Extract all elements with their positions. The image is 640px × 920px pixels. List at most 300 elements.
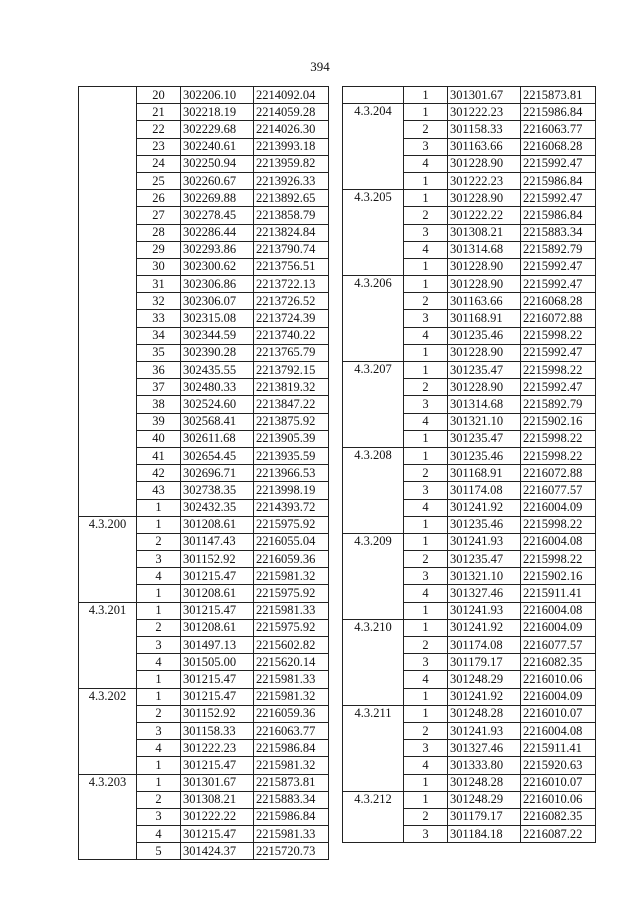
point-number-cell: 4 xyxy=(404,413,448,430)
point-number-cell: 20 xyxy=(137,87,181,104)
section-number-cell: 4.3.210 xyxy=(343,619,404,705)
y-coordinate-cell: 2216059.36 xyxy=(254,551,329,568)
point-number-cell: 3 xyxy=(404,654,448,671)
point-number-cell: 34 xyxy=(137,327,181,344)
y-coordinate-cell: 2213765.79 xyxy=(254,344,329,361)
table-row xyxy=(79,774,329,791)
y-coordinate-cell: 2213847.22 xyxy=(254,396,329,413)
y-coordinate-cell: 2215986.84 xyxy=(254,808,329,825)
point-number-cell: 30 xyxy=(137,258,181,275)
x-coordinate-cell: 302240.61 xyxy=(181,138,254,155)
y-coordinate-cell: 2213824.84 xyxy=(254,224,329,241)
y-coordinate-cell: 2213959.82 xyxy=(254,155,329,172)
y-coordinate-cell: 2216004.09 xyxy=(521,688,596,705)
point-number-cell: 32 xyxy=(137,293,181,310)
y-coordinate-cell: 2213993.18 xyxy=(254,138,329,155)
y-coordinate-cell: 2213819.32 xyxy=(254,379,329,396)
y-coordinate-cell: 2216004.08 xyxy=(521,602,596,619)
point-number-cell: 4 xyxy=(137,654,181,671)
point-number-cell: 3 xyxy=(404,224,448,241)
x-coordinate-cell: 301241.93 xyxy=(448,722,521,739)
y-coordinate-cell: 2215992.47 xyxy=(521,258,596,275)
x-coordinate-cell: 302390.28 xyxy=(181,344,254,361)
x-coordinate-cell: 302206.10 xyxy=(181,87,254,104)
point-number-cell: 1 xyxy=(404,516,448,533)
section-number-cell: 4.3.212 xyxy=(343,791,404,843)
point-number-cell: 3 xyxy=(404,568,448,585)
y-coordinate-cell: 2216063.77 xyxy=(254,722,329,739)
y-coordinate-cell: 2215873.81 xyxy=(254,774,329,791)
x-coordinate-cell: 301222.22 xyxy=(448,207,521,224)
x-coordinate-cell: 302480.33 xyxy=(181,379,254,396)
y-coordinate-cell: 2216087.22 xyxy=(521,826,596,843)
y-coordinate-cell: 2216004.09 xyxy=(521,499,596,516)
x-coordinate-cell: 302315.08 xyxy=(181,310,254,327)
x-coordinate-cell: 301308.21 xyxy=(448,224,521,241)
x-coordinate-cell: 301308.21 xyxy=(181,791,254,808)
section-number-cell xyxy=(343,87,404,104)
x-coordinate-cell: 301327.46 xyxy=(448,740,521,757)
table-row xyxy=(79,688,329,705)
y-coordinate-cell: 2216010.06 xyxy=(521,671,596,688)
y-coordinate-cell: 2216010.07 xyxy=(521,774,596,791)
x-coordinate-cell: 301222.22 xyxy=(181,808,254,825)
x-coordinate-cell: 301215.47 xyxy=(181,826,254,843)
table-row xyxy=(343,619,596,636)
point-number-cell: 2 xyxy=(137,619,181,636)
x-coordinate-cell: 301301.67 xyxy=(448,87,521,104)
y-coordinate-cell: 2215981.32 xyxy=(254,568,329,585)
x-coordinate-cell: 302611.68 xyxy=(181,430,254,447)
table-row xyxy=(343,362,596,379)
x-coordinate-cell: 301228.90 xyxy=(448,276,521,293)
point-number-cell: 1 xyxy=(404,447,448,464)
point-number-cell: 1 xyxy=(404,190,448,207)
x-coordinate-cell: 302278.45 xyxy=(181,207,254,224)
point-number-cell: 4 xyxy=(404,671,448,688)
point-number-cell: 1 xyxy=(404,705,448,722)
x-coordinate-cell: 302738.35 xyxy=(181,482,254,499)
y-coordinate-cell: 2213875.92 xyxy=(254,413,329,430)
x-coordinate-cell: 301228.90 xyxy=(448,344,521,361)
y-coordinate-cell: 2216004.09 xyxy=(521,619,596,636)
point-number-cell: 36 xyxy=(137,362,181,379)
y-coordinate-cell: 2216077.57 xyxy=(521,482,596,499)
point-number-cell: 1 xyxy=(404,87,448,104)
y-coordinate-cell: 2213998.19 xyxy=(254,482,329,499)
y-coordinate-cell: 2215986.84 xyxy=(521,172,596,189)
point-number-cell: 1 xyxy=(404,362,448,379)
y-coordinate-cell: 2215992.47 xyxy=(521,276,596,293)
x-coordinate-cell: 301174.08 xyxy=(448,482,521,499)
x-coordinate-cell: 301241.93 xyxy=(448,533,521,550)
x-coordinate-cell: 301248.28 xyxy=(448,705,521,722)
table-row xyxy=(79,602,329,619)
y-coordinate-cell: 2215902.16 xyxy=(521,568,596,585)
point-number-cell: 26 xyxy=(137,190,181,207)
y-coordinate-cell: 2215911.41 xyxy=(521,740,596,757)
x-coordinate-cell: 301241.92 xyxy=(448,688,521,705)
y-coordinate-cell: 2216059.36 xyxy=(254,705,329,722)
point-number-cell: 4 xyxy=(404,757,448,774)
y-coordinate-cell: 2215911.41 xyxy=(521,585,596,602)
point-number-cell: 1 xyxy=(404,619,448,636)
table-row xyxy=(343,705,596,722)
x-coordinate-cell: 301222.23 xyxy=(448,104,521,121)
y-coordinate-cell: 2213740.22 xyxy=(254,327,329,344)
y-coordinate-cell: 2215981.32 xyxy=(254,757,329,774)
y-coordinate-cell: 2213722.13 xyxy=(254,276,329,293)
y-coordinate-cell: 2215720.73 xyxy=(254,843,329,860)
x-coordinate-cell: 301179.17 xyxy=(448,654,521,671)
point-number-cell: 3 xyxy=(137,808,181,825)
point-number-cell: 1 xyxy=(137,602,181,619)
y-coordinate-cell: 2215920.63 xyxy=(521,757,596,774)
x-coordinate-cell: 301248.29 xyxy=(448,671,521,688)
y-coordinate-cell: 2215981.33 xyxy=(254,826,329,843)
x-coordinate-cell: 301314.68 xyxy=(448,396,521,413)
y-coordinate-cell: 2216063.77 xyxy=(521,121,596,138)
y-coordinate-cell: 2215892.79 xyxy=(521,241,596,258)
x-coordinate-cell: 301222.23 xyxy=(448,172,521,189)
point-number-cell: 41 xyxy=(137,447,181,464)
point-number-cell: 1 xyxy=(404,602,448,619)
y-coordinate-cell: 2215975.92 xyxy=(254,619,329,636)
x-coordinate-cell: 301235.46 xyxy=(448,327,521,344)
x-coordinate-cell: 301208.61 xyxy=(181,619,254,636)
point-number-cell: 1 xyxy=(404,276,448,293)
point-number-cell: 4 xyxy=(137,826,181,843)
point-number-cell: 3 xyxy=(404,826,448,843)
x-coordinate-cell: 301235.47 xyxy=(448,362,521,379)
y-coordinate-cell: 2215602.82 xyxy=(254,637,329,654)
x-coordinate-cell: 301333.80 xyxy=(448,757,521,774)
point-number-cell: 3 xyxy=(137,637,181,654)
x-coordinate-cell: 301208.61 xyxy=(181,516,254,533)
x-coordinate-cell: 301241.92 xyxy=(448,499,521,516)
y-coordinate-cell: 2215620.14 xyxy=(254,654,329,671)
x-coordinate-cell: 301215.47 xyxy=(181,757,254,774)
y-coordinate-cell: 2216004.08 xyxy=(521,722,596,739)
x-coordinate-cell: 301179.17 xyxy=(448,808,521,825)
section-number-cell xyxy=(79,87,137,517)
x-coordinate-cell: 301505.00 xyxy=(181,654,254,671)
y-coordinate-cell: 2216072.88 xyxy=(521,310,596,327)
y-coordinate-cell: 2215998.22 xyxy=(521,516,596,533)
point-number-cell: 4 xyxy=(404,155,448,172)
table-row xyxy=(343,533,596,550)
table-row xyxy=(343,190,596,207)
section-number-cell: 4.3.201 xyxy=(79,602,137,688)
point-number-cell: 1 xyxy=(137,757,181,774)
point-number-cell: 1 xyxy=(404,104,448,121)
point-number-cell: 4 xyxy=(404,327,448,344)
y-coordinate-cell: 2215981.33 xyxy=(254,602,329,619)
page-number: 394 xyxy=(310,59,330,74)
section-number-cell: 4.3.209 xyxy=(343,533,404,619)
section-number-cell: 4.3.200 xyxy=(79,516,137,602)
x-coordinate-cell: 302524.60 xyxy=(181,396,254,413)
point-number-cell: 4 xyxy=(137,740,181,757)
x-coordinate-cell: 301158.33 xyxy=(181,722,254,739)
x-coordinate-cell: 301222.23 xyxy=(181,740,254,757)
table-row xyxy=(343,104,596,121)
point-number-cell: 2 xyxy=(404,637,448,654)
point-number-cell: 1 xyxy=(137,499,181,516)
x-coordinate-cell: 301163.66 xyxy=(448,293,521,310)
point-number-cell: 2 xyxy=(404,207,448,224)
y-coordinate-cell: 2216010.07 xyxy=(521,705,596,722)
point-number-cell: 29 xyxy=(137,241,181,258)
x-coordinate-cell: 302432.35 xyxy=(181,499,254,516)
x-coordinate-cell: 301168.91 xyxy=(448,310,521,327)
point-number-cell: 4 xyxy=(404,241,448,258)
x-coordinate-cell: 301152.92 xyxy=(181,705,254,722)
y-coordinate-cell: 2216077.57 xyxy=(521,637,596,654)
x-coordinate-cell: 301215.47 xyxy=(181,602,254,619)
y-coordinate-cell: 2214059.28 xyxy=(254,104,329,121)
x-coordinate-cell: 302250.94 xyxy=(181,155,254,172)
x-coordinate-cell: 301215.47 xyxy=(181,671,254,688)
y-coordinate-cell: 2215998.22 xyxy=(521,430,596,447)
y-coordinate-cell: 2213892.65 xyxy=(254,190,329,207)
y-coordinate-cell: 2216055.04 xyxy=(254,533,329,550)
x-coordinate-cell: 301235.46 xyxy=(448,447,521,464)
point-number-cell: 4 xyxy=(137,568,181,585)
x-coordinate-cell: 302229.68 xyxy=(181,121,254,138)
x-coordinate-cell: 302269.88 xyxy=(181,190,254,207)
y-coordinate-cell: 2215981.32 xyxy=(254,688,329,705)
point-number-cell: 25 xyxy=(137,172,181,189)
point-number-cell: 3 xyxy=(404,138,448,155)
x-coordinate-cell: 301241.92 xyxy=(448,619,521,636)
y-coordinate-cell: 2215902.16 xyxy=(521,413,596,430)
point-number-cell: 1 xyxy=(404,774,448,791)
x-coordinate-cell: 301228.90 xyxy=(448,155,521,172)
point-number-cell: 33 xyxy=(137,310,181,327)
x-coordinate-cell: 301241.93 xyxy=(448,602,521,619)
y-coordinate-cell: 2213724.39 xyxy=(254,310,329,327)
x-coordinate-cell: 301228.90 xyxy=(448,258,521,275)
point-number-cell: 1 xyxy=(137,688,181,705)
y-coordinate-cell: 2215998.22 xyxy=(521,447,596,464)
y-coordinate-cell: 2215986.84 xyxy=(521,207,596,224)
point-number-cell: 2 xyxy=(404,121,448,138)
point-number-cell: 3 xyxy=(404,310,448,327)
y-coordinate-cell: 2216004.08 xyxy=(521,533,596,550)
y-coordinate-cell: 2213966.53 xyxy=(254,465,329,482)
point-number-cell: 1 xyxy=(404,791,448,808)
section-number-cell: 4.3.204 xyxy=(343,104,404,190)
y-coordinate-cell: 2213756.51 xyxy=(254,258,329,275)
x-coordinate-cell: 301163.66 xyxy=(448,138,521,155)
point-number-cell: 2 xyxy=(137,705,181,722)
section-number-cell: 4.3.205 xyxy=(343,190,404,276)
section-number-cell: 4.3.208 xyxy=(343,447,404,533)
point-number-cell: 1 xyxy=(137,671,181,688)
y-coordinate-cell: 2215986.84 xyxy=(254,740,329,757)
y-coordinate-cell: 2213926.33 xyxy=(254,172,329,189)
x-coordinate-cell: 301321.10 xyxy=(448,568,521,585)
y-coordinate-cell: 2214092.04 xyxy=(254,87,329,104)
point-number-cell: 5 xyxy=(137,843,181,860)
y-coordinate-cell: 2216068.28 xyxy=(521,138,596,155)
point-number-cell: 2 xyxy=(137,533,181,550)
point-number-cell: 1 xyxy=(404,344,448,361)
y-coordinate-cell: 2216082.35 xyxy=(521,654,596,671)
y-coordinate-cell: 2215998.22 xyxy=(521,551,596,568)
x-coordinate-cell: 302696.71 xyxy=(181,465,254,482)
x-coordinate-cell: 301184.18 xyxy=(448,826,521,843)
point-number-cell: 2 xyxy=(404,293,448,310)
point-number-cell: 4 xyxy=(404,585,448,602)
y-coordinate-cell: 2215998.22 xyxy=(521,327,596,344)
x-coordinate-cell: 301158.33 xyxy=(448,121,521,138)
point-number-cell: 3 xyxy=(137,551,181,568)
x-coordinate-cell: 302260.67 xyxy=(181,172,254,189)
table-row xyxy=(343,447,596,464)
x-coordinate-cell: 301235.47 xyxy=(448,551,521,568)
point-number-cell: 2 xyxy=(404,379,448,396)
point-number-cell: 1 xyxy=(137,774,181,791)
coordinate-table-left xyxy=(78,86,329,860)
section-number-cell: 4.3.202 xyxy=(79,688,137,774)
point-number-cell: 21 xyxy=(137,104,181,121)
point-number-cell: 3 xyxy=(404,740,448,757)
y-coordinate-cell: 2213790.74 xyxy=(254,241,329,258)
y-coordinate-cell: 2214026.30 xyxy=(254,121,329,138)
point-number-cell: 1 xyxy=(137,585,181,602)
point-number-cell: 1 xyxy=(137,516,181,533)
table-row xyxy=(79,87,329,104)
point-number-cell: 1 xyxy=(404,258,448,275)
x-coordinate-cell: 302300.62 xyxy=(181,258,254,275)
x-coordinate-cell: 301174.08 xyxy=(448,637,521,654)
point-number-cell: 40 xyxy=(137,430,181,447)
x-coordinate-cell: 301208.61 xyxy=(181,585,254,602)
y-coordinate-cell: 2215992.47 xyxy=(521,155,596,172)
section-number-cell: 4.3.203 xyxy=(79,774,137,860)
y-coordinate-cell: 2216072.88 xyxy=(521,465,596,482)
y-coordinate-cell: 2215883.34 xyxy=(254,791,329,808)
x-coordinate-cell: 301215.47 xyxy=(181,688,254,705)
table-row xyxy=(343,87,596,104)
point-number-cell: 28 xyxy=(137,224,181,241)
y-coordinate-cell: 2214393.72 xyxy=(254,499,329,516)
point-number-cell: 2 xyxy=(404,808,448,825)
point-number-cell: 1 xyxy=(404,688,448,705)
point-number-cell: 22 xyxy=(137,121,181,138)
y-coordinate-cell: 2215883.34 xyxy=(521,224,596,241)
point-number-cell: 27 xyxy=(137,207,181,224)
table-row xyxy=(343,791,596,808)
x-coordinate-cell: 301147.43 xyxy=(181,533,254,550)
table-row xyxy=(343,276,596,293)
point-number-cell: 1 xyxy=(404,533,448,550)
y-coordinate-cell: 2213935.59 xyxy=(254,447,329,464)
x-coordinate-cell: 301235.47 xyxy=(448,430,521,447)
x-coordinate-cell: 302344.59 xyxy=(181,327,254,344)
point-number-cell: 1 xyxy=(404,430,448,447)
x-coordinate-cell: 301248.28 xyxy=(448,774,521,791)
x-coordinate-cell: 301497.13 xyxy=(181,637,254,654)
y-coordinate-cell: 2215892.79 xyxy=(521,396,596,413)
point-number-cell: 4 xyxy=(404,499,448,516)
x-coordinate-cell: 302286.44 xyxy=(181,224,254,241)
x-coordinate-cell: 302654.45 xyxy=(181,447,254,464)
coordinate-table-right xyxy=(342,86,596,843)
x-coordinate-cell: 301152.92 xyxy=(181,551,254,568)
y-coordinate-cell: 2215992.47 xyxy=(521,190,596,207)
x-coordinate-cell: 301215.47 xyxy=(181,568,254,585)
section-number-cell: 4.3.207 xyxy=(343,362,404,448)
x-coordinate-cell: 301228.90 xyxy=(448,379,521,396)
point-number-cell: 38 xyxy=(137,396,181,413)
x-coordinate-cell: 302435.55 xyxy=(181,362,254,379)
x-coordinate-cell: 302306.07 xyxy=(181,293,254,310)
point-number-cell: 31 xyxy=(137,276,181,293)
y-coordinate-cell: 2215986.84 xyxy=(521,104,596,121)
point-number-cell: 39 xyxy=(137,413,181,430)
point-number-cell: 3 xyxy=(404,482,448,499)
point-number-cell: 2 xyxy=(404,465,448,482)
section-number-cell: 4.3.211 xyxy=(343,705,404,791)
y-coordinate-cell: 2215981.33 xyxy=(254,671,329,688)
point-number-cell: 37 xyxy=(137,379,181,396)
y-coordinate-cell: 2213726.52 xyxy=(254,293,329,310)
x-coordinate-cell: 301168.91 xyxy=(448,465,521,482)
point-number-cell: 23 xyxy=(137,138,181,155)
x-coordinate-cell: 302293.86 xyxy=(181,241,254,258)
point-number-cell: 2 xyxy=(404,722,448,739)
point-number-cell: 3 xyxy=(137,722,181,739)
x-coordinate-cell: 301301.67 xyxy=(181,774,254,791)
y-coordinate-cell: 2215975.92 xyxy=(254,516,329,533)
x-coordinate-cell: 302218.19 xyxy=(181,104,254,121)
y-coordinate-cell: 2216082.35 xyxy=(521,808,596,825)
point-number-cell: 2 xyxy=(137,791,181,808)
point-number-cell: 43 xyxy=(137,482,181,499)
y-coordinate-cell: 2215975.92 xyxy=(254,585,329,602)
point-number-cell: 1 xyxy=(404,172,448,189)
point-number-cell: 42 xyxy=(137,465,181,482)
y-coordinate-cell: 2215873.81 xyxy=(521,87,596,104)
x-coordinate-cell: 301314.68 xyxy=(448,241,521,258)
y-coordinate-cell: 2215998.22 xyxy=(521,362,596,379)
table-row xyxy=(79,516,329,533)
section-number-cell: 4.3.206 xyxy=(343,276,404,362)
y-coordinate-cell: 2213905.39 xyxy=(254,430,329,447)
x-coordinate-cell: 302306.86 xyxy=(181,276,254,293)
x-coordinate-cell: 301424.37 xyxy=(181,843,254,860)
point-number-cell: 2 xyxy=(404,551,448,568)
x-coordinate-cell: 301228.90 xyxy=(448,190,521,207)
y-coordinate-cell: 2215992.47 xyxy=(521,344,596,361)
y-coordinate-cell: 2216068.28 xyxy=(521,293,596,310)
y-coordinate-cell: 2213858.79 xyxy=(254,207,329,224)
point-number-cell: 24 xyxy=(137,155,181,172)
x-coordinate-cell: 301327.46 xyxy=(448,585,521,602)
x-coordinate-cell: 301235.46 xyxy=(448,516,521,533)
x-coordinate-cell: 302568.41 xyxy=(181,413,254,430)
x-coordinate-cell: 301248.29 xyxy=(448,791,521,808)
y-coordinate-cell: 2215992.47 xyxy=(521,379,596,396)
point-number-cell: 35 xyxy=(137,344,181,361)
y-coordinate-cell: 2213792.15 xyxy=(254,362,329,379)
point-number-cell: 3 xyxy=(404,396,448,413)
y-coordinate-cell: 2216010.06 xyxy=(521,791,596,808)
x-coordinate-cell: 301321.10 xyxy=(448,413,521,430)
